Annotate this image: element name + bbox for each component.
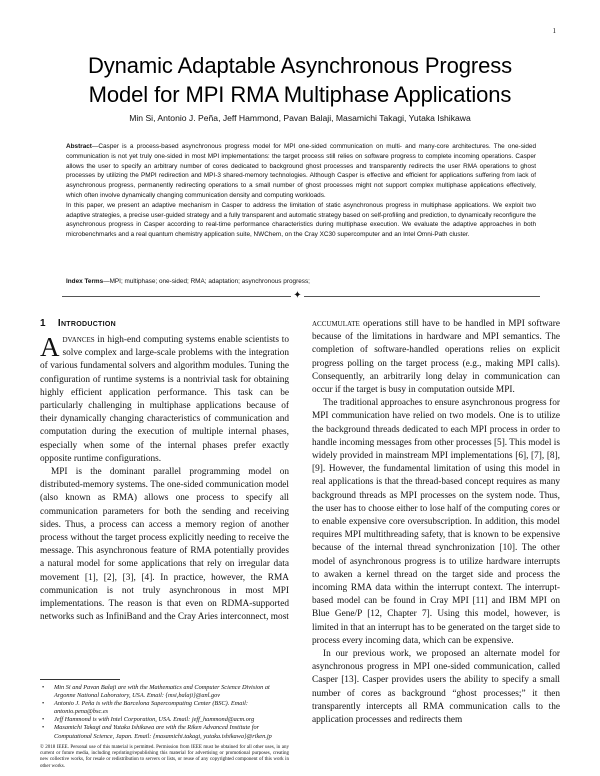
title-line-2: Model for MPI RMA Multiphase Applications xyxy=(88,82,512,107)
index-terms-label: Index Terms xyxy=(66,278,104,285)
index-terms-text: —MPI; multiphase; one-sided; RMA; adaptation; asynchronous progress; xyxy=(103,278,310,285)
footnote-text: Jeff Hammond is with Intel Corporation, USA. Email: jeff_hammond@acm.org xyxy=(54,716,255,724)
accumulate-term: accumulate xyxy=(312,319,360,329)
right-paragraph-2: In our previous work, we proposed an alternate model for asynchronous progress in MPI one-sided communication, called Casper [13]. Casper provides users the ability to specify a small number of cores as background “ghost processes;” it then transparently intercepts all RMA communication calls to the application processes and redirects them xyxy=(312,649,560,726)
abstract-paragraph-2: In this paper, we present an adaptive mechanism in Casper to address the limitation of static asynchronous progress in multiphase applications. We exploit two adaptive strategies, a precise user-guided strategy and a fully transparent and automatic strategy based on self-profiling and prediction, to dynamically reconfigure the asynchronous progress in Casper according to real-time performance characteristics during multiphase execution. We evaluate the adaptive approaches in both microbenchmarks and a real quantum chemistry application suite, NWChem, on the Cray XC30 supercomputer and an Intel Omni-Path cluster. xyxy=(66,201,536,239)
footnote-text: Masamichi Takagi and Yutaka Ishikawa are with the Riken Advanced Institute for Computational Science, Japan. Email: {masamichi.takagi, yutaka.ishikawa}@riken.jp xyxy=(54,724,272,740)
abstract xyxy=(66,142,536,240)
footnote-item xyxy=(40,716,289,724)
intro-lead-word: dvances xyxy=(62,335,95,345)
right-paragraph-1: The traditional approaches to ensure asynchronous progress for MPI communication have relied on two models. One is to utilize the background threads dedicated to each MPI process in order to handle incoming messages from other processes [5]. This model is widely provided in mainstream MPI implementations [6], [7], [8], [9]. However, the fundamental limitation of using this model in real applications is that the thread-based concept requires as many background threads as MPI processes on the system node. Thus, the user has to choose either to lose half of the computing cores or to enable expensive core oversubscription. In addition, this model requires MPI multithreading safety, that is known to be expensive because of the internal thread synchronization [10]. The other model of asynchronous progress is to utilize hardware interrupts to awaken a kernel thread on the target side and process the incoming RMA data within the interrupt context. The interrupt-based model can be found in Cray MPI [11] and IBM MPI on Blue Gene/P [12, Chapter 7]. Using this model, however, is limited in that an interrupt has to be generated on the target side to process every incoming data, which can be expensive. xyxy=(312,398,560,646)
title-line-1: Dynamic Adaptable Asynchronous Progress xyxy=(87,53,513,78)
bullet-icon: • xyxy=(42,716,45,724)
page-number: 1 xyxy=(552,27,556,35)
paper-title xyxy=(40,51,560,109)
right-paragraph-0-text: operations still have to be handled in MPI software because of the limitations in hardware and MPI semantics. The completion of software-handled operations relies on explicit progress polling on the target process (e.g., making MPI calls). Consequently, an arbitrarily long delay in communication can occur if the target is busy in computation outside MPI. xyxy=(312,319,560,396)
separator-diamond-icon: ✦ xyxy=(291,290,304,302)
footnote-item xyxy=(40,700,289,716)
intro-paragraph-1 xyxy=(40,334,289,466)
bullet-icon: • xyxy=(42,724,45,732)
author-list: Min Si, Antonio J. Peña, Jeff Hammond, Pavan Balaji, Masamichi Takagi, Yutaka Ishikawa xyxy=(129,113,471,123)
footnote-text: Antonio J. Peña is with the Barcelona Supercomputing Center (BSC). Email: antonio.pena@bsc.es xyxy=(54,700,249,716)
section-title: Introduction xyxy=(57,318,116,329)
footnote-text: Min Si and Pavan Balaji are with the Mathematics and Computer Science Division at Argonne National Laboratory, USA. Email: {msi,balaji}@anl.gov xyxy=(54,684,270,700)
index-terms xyxy=(66,278,536,285)
footnote-item xyxy=(40,684,289,700)
intro-paragraph-2: MPI is the dominant parallel programming model on distributed-memory systems. The one-sided communication model (also known as RMA) allows one process to specify all communication parameters for both the sending and receiving sides. Thus, a process can access a memory region of another process without the target process explicitly needing to receive the message. This asynchronous feature of RMA potentially provides a natural model for some applications that rely on irregular data movement [1], [2], [3], [4]. In practice, however, the RMA communication is not truly asynchronous in most MPI implementations. The reason is that even on RDMA-supported networks such as InfiniBand and the Cray Aries interconnect, most xyxy=(40,467,289,623)
footnote-item xyxy=(40,724,289,740)
right-paragraph-0 xyxy=(312,318,560,397)
section-heading xyxy=(40,318,289,329)
left-column xyxy=(40,318,289,624)
footnote-rule xyxy=(40,679,120,680)
bullet-icon: • xyxy=(42,684,45,691)
author-footnotes xyxy=(40,684,289,741)
abstract-paragraph-1: —Casper is a process-based asynchronous progress model for MPI one-sided communication on multi- and many-core architectures. The one-sided communication is not yet truly one-sided in most MPI implementations: the target process still relies on software progress to complete incoming operations. Casper allows the user to specify an arbitrary number of cores dedicated to background ghost processes and transparently redirects the user RMA operations to ghost processes by utilizing the PMPI redirection and MPI-3 shared-memory technologies. Although Casper is effective and efficient for applications suffering from lack of asynchronous progress, permanently redirecting operations to a small number of ghost processes might not support complex multiphase applications effectively, which often involve dynamically changing communication density and computing workloads. xyxy=(66,143,536,199)
copyright-notice: © 2018 IEEE. Personal use of this material is permitted. Permission from IEEE must be obtained for all other uses, in any current or future media, including reprinting/republishing this material for advertising or promotional purposes, creating new collective works, for resale or redistribution to servers or lists, or reuse of any copyrighted component of this work in other works. xyxy=(40,745,289,769)
abstract-label: Abstract xyxy=(66,143,92,150)
intro-paragraph-1-text: in high-end computing systems enable scientists to solve complex and large-scale problems with the integration of various fundamental solvers and algorithm modules. Tuning the configuration of runtime systems is a nontrivial task for obtaining highly efficient application performance. This task can be particularly challenging in multiphase applications because of their dynamically changing characteristics of communication and computation during the execution of multiple internal phases, especially when some of the internal phases prefer exactly opposite runtime configurations. xyxy=(40,335,289,464)
bullet-icon: • xyxy=(42,700,45,708)
drop-cap: A xyxy=(40,332,60,362)
right-column xyxy=(312,318,560,727)
section-number: 1 xyxy=(40,318,46,329)
